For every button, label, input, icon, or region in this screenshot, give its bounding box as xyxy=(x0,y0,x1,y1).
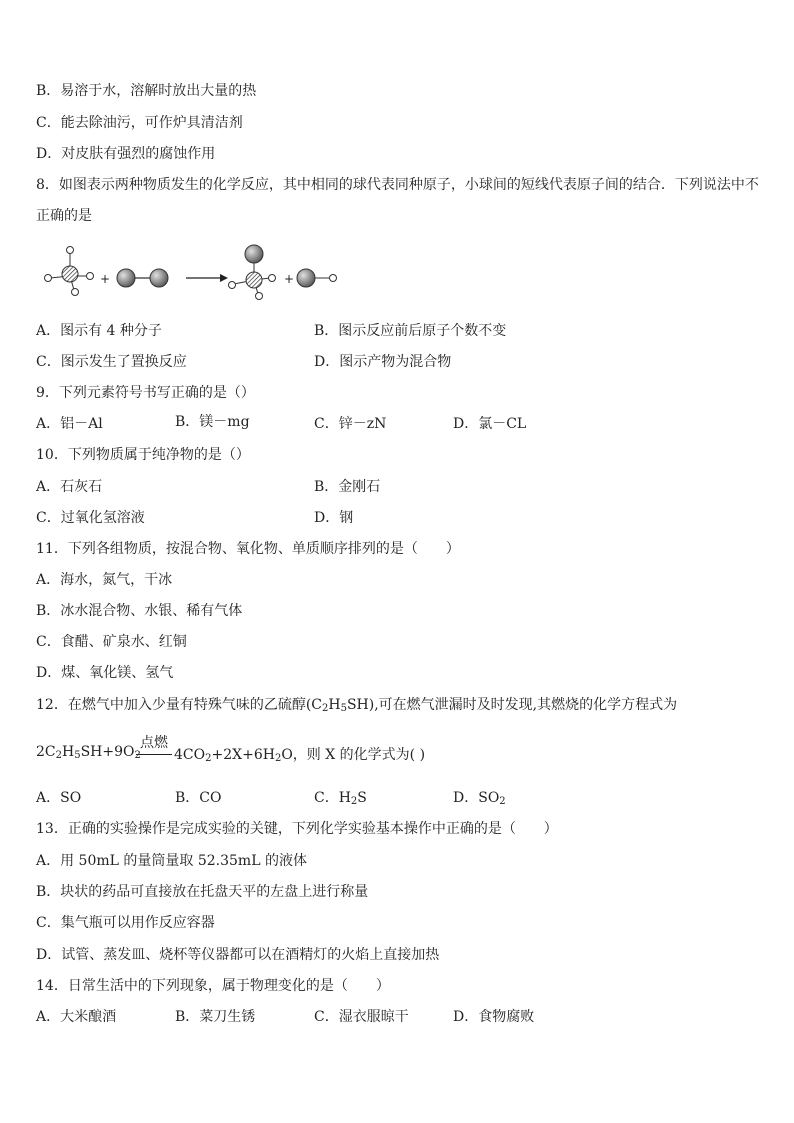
q11-option-c: C．食醋、矿泉水、红铜 xyxy=(36,634,187,650)
q10-stem: 10．下列物质属于纯净物的是（） xyxy=(36,447,250,463)
q9-option-b: B．镁－mg xyxy=(175,414,250,430)
molecule-reactant-1 xyxy=(45,247,94,296)
equation-bar xyxy=(136,754,172,755)
molecule-product-2 xyxy=(297,269,337,287)
q14-stem: 14．日常生活中的下列现象，属于物理变化的是（ ） xyxy=(36,978,390,994)
q7-option-b: B．易溶于水，溶解时放出大量的热 xyxy=(36,83,257,99)
q10-option-a: A．石灰石 xyxy=(36,479,103,495)
reaction-diagram xyxy=(40,240,350,310)
q8-option-c: C．图示发生了置换反应 xyxy=(36,354,187,370)
q11-option-b: B．冰水混合物、水银、稀有气体 xyxy=(36,603,243,619)
reaction-condition: 点燃 xyxy=(140,735,168,751)
plus-sign-2: + xyxy=(284,272,295,286)
q9-option-a: A．铝－Al xyxy=(36,416,103,432)
q12-option-d: D．$SO_2$ xyxy=(453,790,506,807)
q8-option-a: A．图示有 4 种分子 xyxy=(36,323,162,339)
q13-option-d: D．试管、蒸发皿、烧杯等仪器都可以在酒精灯的火焰上直接加热 xyxy=(36,947,440,963)
molecule-product-1 xyxy=(229,245,276,300)
q12-option-c: C．$H_2S$ xyxy=(314,790,367,807)
q8-stem-line1: 8．如图表示两种物质发生的化学反应，其中相同的球代表同种原子，小球间的短线代表原子间的结合．下列说法中不 xyxy=(36,177,759,193)
q10-option-d: D．钢 xyxy=(314,510,354,526)
q9-option-c: C．锌－zN xyxy=(314,416,387,432)
q8-option-d: D．图示产物为混合物 xyxy=(314,354,452,370)
q8-option-b: B．图示反应前后原子个数不变 xyxy=(314,323,507,339)
q11-stem: 11．下列各组物质，按混合物、氧化物、单质顺序排列的是（ ） xyxy=(36,541,460,557)
q9-stem: 9．下列元素符号书写正确的是（） xyxy=(36,385,255,401)
q10-option-c: C．过氧化氢溶液 xyxy=(36,510,145,526)
reaction-arrow xyxy=(186,274,228,282)
plus-sign-1: + xyxy=(100,272,111,286)
q10-option-b: B．金刚石 xyxy=(314,479,381,495)
q13-option-c: C．集气瓶可以用作反应容器 xyxy=(36,915,215,931)
q14-option-c: C．湿衣服晾干 xyxy=(314,1009,409,1025)
q8-stem-line2: 正确的是 xyxy=(36,208,92,224)
molecule-reactant-2 xyxy=(117,269,168,287)
q7-option-c: C．能去除油污，可作炉具清洁剂 xyxy=(36,115,243,131)
q12-option-b: B．CO xyxy=(175,790,222,806)
q13-stem: 13．正确的实验操作是完成实验的关键，下列化学实验基本操作中正确的是（ ） xyxy=(36,821,558,837)
q12-stem: 12．在燃气中加入少量有特殊气味的乙硫醇$(C_2H_5SH)$,可在燃气泄漏时及时发现,其燃烧的化学方程式为 xyxy=(36,697,678,714)
q11-option-a: A．海水，氮气，干冰 xyxy=(36,572,173,588)
q9-option-d: D．氯－CL xyxy=(453,416,527,432)
equation-reactants: $2C_2H_5SH+9O_2$ xyxy=(36,744,141,761)
q7-option-d: D．对皮肤有强烈的腐蚀作用 xyxy=(36,146,216,162)
q12-option-a: A．SO xyxy=(36,790,82,806)
q13-option-a: A．用 50mL 的量筒量取 52.35mL 的液体 xyxy=(36,853,307,869)
equation-products: $4CO_2+2X+6H_2O$，则 X 的化学式为( ) xyxy=(174,747,426,764)
q11-option-d: D．煤、氧化镁、氢气 xyxy=(36,665,174,681)
q14-option-d: D．食物腐败 xyxy=(453,1009,535,1025)
q13-option-b: B．块状的药品可直接放在托盘天平的左盘上进行称量 xyxy=(36,884,369,900)
q14-option-b: B．菜刀生锈 xyxy=(175,1009,256,1025)
q14-option-a: A．大米酿酒 xyxy=(36,1009,117,1025)
